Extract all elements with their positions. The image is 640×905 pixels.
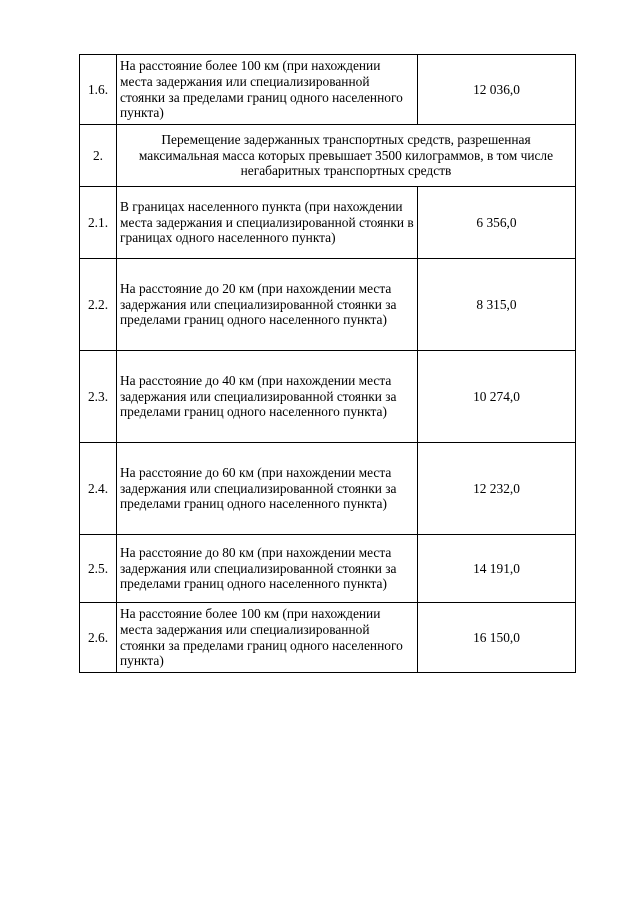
row-description: На расстояние до 60 км (при нахождении места задержания или специализированной стоянки за пределами границ одного населенного пункта) (117, 443, 418, 535)
row-number: 2. (80, 125, 117, 187)
row-description: Перемещение задержанных транспортных средств, разрешенная максимальная масса которых превышает 3500 килограммов, в том числе негабаритных транспортных средств (117, 125, 576, 187)
table-row (80, 443, 576, 535)
row-number: 2.6. (80, 603, 117, 673)
table-row (80, 535, 576, 603)
row-number: 1.6. (80, 55, 117, 125)
tariff-table (79, 54, 576, 673)
row-price: 12 232,0 (418, 443, 576, 535)
table-row (80, 125, 576, 187)
table-row (80, 603, 576, 673)
row-price: 8 315,0 (418, 259, 576, 351)
row-number: 2.1. (80, 187, 117, 259)
row-price: 6 356,0 (418, 187, 576, 259)
row-number: 2.3. (80, 351, 117, 443)
row-price: 14 191,0 (418, 535, 576, 603)
row-price: 10 274,0 (418, 351, 576, 443)
table-row (80, 259, 576, 351)
row-description: На расстояние до 80 км (при нахождении места задержания или специализированной стоянки за пределами границ одного населенного пункта) (117, 535, 418, 603)
row-price: 12 036,0 (418, 55, 576, 125)
table-row (80, 55, 576, 125)
table-row (80, 351, 576, 443)
row-number: 2.4. (80, 443, 117, 535)
row-number: 2.5. (80, 535, 117, 603)
row-number: 2.2. (80, 259, 117, 351)
row-price: 16 150,0 (418, 603, 576, 673)
row-description: На расстояние до 20 км (при нахождении места задержания или специализированной стоянки за пределами границ одного населенного пункта) (117, 259, 418, 351)
table-row (80, 187, 576, 259)
row-description: В границах населенного пункта (при нахождении места задержания и специализированной стоянки в границах одного населенного пункта) (117, 187, 418, 259)
row-description: На расстояние более 100 км (при нахождении места задержания или специализированной стоянки за пределами границ одного населенного пункта) (117, 603, 418, 673)
row-description: На расстояние более 100 км (при нахождении места задержания или специализированной стоянки за пределами границ одного населенного пункта) (117, 55, 418, 125)
row-description: На расстояние до 40 км (при нахождении места задержания или специализированной стоянки за пределами границ одного населенного пункта) (117, 351, 418, 443)
